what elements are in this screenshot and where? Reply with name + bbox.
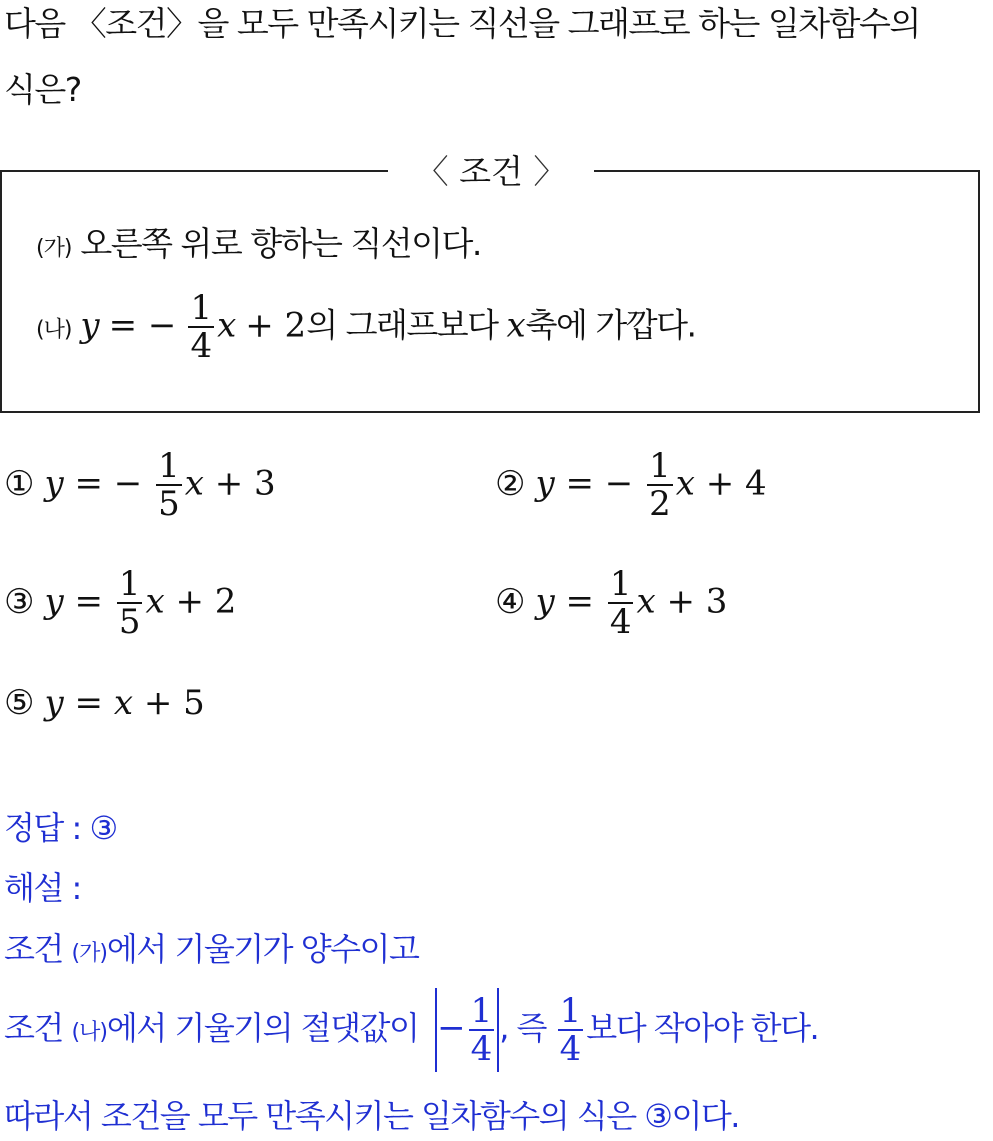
option-rest: + 2 bbox=[175, 581, 237, 622]
option-y: y bbox=[44, 581, 64, 622]
option-sign: = − bbox=[74, 463, 143, 504]
option-1-number: ① bbox=[4, 463, 35, 504]
option-sign: = − bbox=[565, 463, 634, 504]
fraction-denominator: 4 bbox=[609, 602, 632, 642]
right-angle-bracket: 〉 bbox=[533, 152, 567, 191]
option-x: x bbox=[113, 683, 134, 723]
abs-minus-sign: − bbox=[437, 1008, 466, 1048]
option-5-number: ⑤ bbox=[4, 683, 35, 723]
option-x: x bbox=[184, 463, 204, 504]
condition-na bbox=[36, 290, 696, 364]
condition-title-text: 조건 bbox=[459, 152, 523, 191]
condition-na-x: x bbox=[217, 305, 237, 346]
question-line-1: 다음 〈조건〉을 모두 만족시키는 직선을 그래프로 하는 일차함수의 bbox=[4, 4, 920, 43]
explanation-fraction bbox=[558, 993, 584, 1067]
option-rest: + 3 bbox=[214, 463, 276, 504]
explanation-2-comma: , 즉 bbox=[499, 1009, 546, 1047]
option-3[interactable] bbox=[4, 566, 236, 640]
explanation-2-end: 보다 작아야 한다. bbox=[586, 1009, 819, 1047]
fraction-numerator: 1 bbox=[118, 564, 141, 604]
condition-na-sign: = − bbox=[108, 305, 177, 346]
answer-line bbox=[4, 806, 127, 850]
explanation-1-pre: 조건 bbox=[4, 930, 63, 968]
explanation-2-pre: 조건 bbox=[4, 1009, 63, 1047]
option-x: x bbox=[636, 581, 656, 622]
left-angle-bracket: 〈 bbox=[415, 152, 449, 191]
option-5[interactable] bbox=[4, 681, 205, 725]
fraction-numerator: 1 bbox=[470, 991, 493, 1031]
option-4-fraction bbox=[608, 566, 634, 640]
fraction-denominator: 5 bbox=[158, 484, 180, 524]
condition-na-label: (나) bbox=[36, 317, 72, 343]
condition-na-text-end: 축에 가깝다. bbox=[525, 305, 696, 345]
option-sign: = bbox=[565, 581, 595, 622]
option-4-number: ④ bbox=[495, 581, 526, 622]
fraction-denominator: 2 bbox=[649, 484, 671, 524]
option-sign: = bbox=[74, 683, 104, 723]
option-x: x bbox=[145, 581, 165, 622]
explanation-1-label: (가) bbox=[71, 941, 107, 966]
option-2-fraction bbox=[647, 448, 673, 522]
condition-na-axis-var: x bbox=[506, 305, 526, 346]
explanation-2-label: (나) bbox=[71, 1020, 107, 1045]
fraction-denominator: 4 bbox=[190, 326, 213, 366]
condition-na-fraction bbox=[188, 290, 214, 364]
option-y: y bbox=[535, 581, 555, 622]
condition-na-y: y bbox=[80, 305, 100, 346]
condition-na-text-mid: 의 그래프보다 bbox=[306, 305, 498, 345]
option-1-fraction bbox=[156, 448, 182, 522]
answer-label: 정답 : bbox=[4, 809, 81, 847]
answer-value: ③ bbox=[89, 809, 117, 847]
condition-ga-label: (가) bbox=[36, 236, 72, 261]
option-y: y bbox=[44, 463, 64, 504]
explanation-2-text: 에서 기울기의 절댓값이 bbox=[106, 1009, 419, 1047]
option-y: y bbox=[535, 463, 555, 504]
fraction-numerator: 1 bbox=[190, 288, 213, 328]
option-3-fraction bbox=[117, 566, 143, 640]
option-rest: + 3 bbox=[666, 581, 728, 622]
option-x: x bbox=[675, 463, 695, 504]
option-y: y bbox=[44, 683, 64, 723]
fraction-denominator: 4 bbox=[559, 1029, 582, 1069]
explanation-1-text: 에서 기울기가 양수이고 bbox=[106, 930, 419, 968]
fraction-numerator: 1 bbox=[158, 446, 180, 486]
option-rest: + 4 bbox=[705, 463, 767, 504]
fraction-numerator: 1 bbox=[649, 446, 671, 486]
condition-ga bbox=[36, 222, 481, 271]
option-rest: + 5 bbox=[143, 683, 205, 723]
condition-ga-text: 오른쪽 위로 향하는 직선이다. bbox=[80, 224, 481, 263]
fraction-denominator: 4 bbox=[470, 1029, 493, 1069]
option-sign: = bbox=[74, 581, 104, 622]
explanation-line-3: 따라서 조건을 모두 만족시키는 일차함수의 식은 ③이다. bbox=[4, 1097, 739, 1135]
question-line-2: 식은? bbox=[4, 70, 81, 109]
explanation-line-1 bbox=[4, 927, 418, 976]
fraction-denominator: 5 bbox=[118, 602, 141, 642]
condition-box-title bbox=[388, 150, 594, 194]
option-1[interactable] bbox=[4, 448, 276, 522]
option-2[interactable] bbox=[495, 448, 767, 522]
explanation-line-2 bbox=[4, 988, 818, 1072]
explanation-abs-fraction bbox=[469, 993, 495, 1067]
explanation-label: 해설 : bbox=[4, 869, 81, 907]
fraction-numerator: 1 bbox=[559, 991, 582, 1031]
condition-na-rest: + 2 bbox=[245, 305, 307, 346]
option-2-number: ② bbox=[495, 463, 526, 504]
option-3-number: ③ bbox=[4, 581, 35, 622]
fraction-numerator: 1 bbox=[609, 564, 632, 604]
option-4[interactable] bbox=[495, 566, 727, 640]
